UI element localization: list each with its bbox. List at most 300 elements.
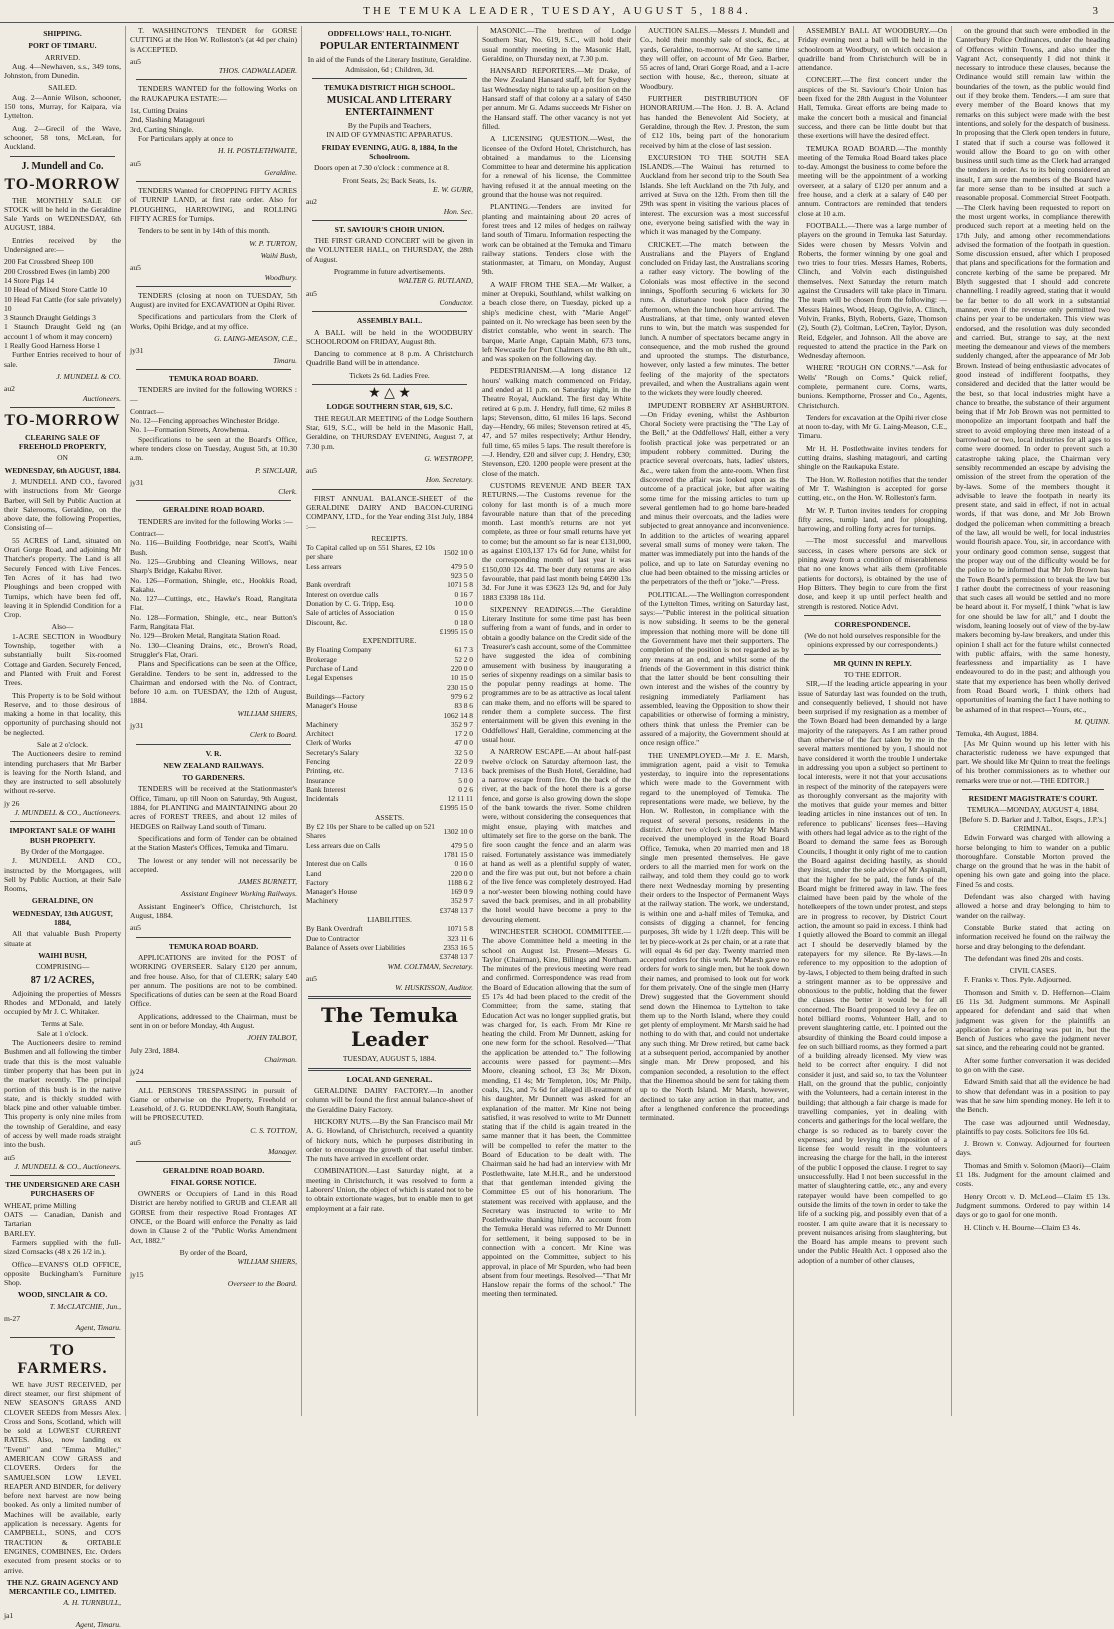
tenders-sent: Tenders to be sent in by 14th of this month. bbox=[138, 226, 270, 236]
newspaper-title: The Temuka Leader bbox=[321, 1003, 458, 1052]
court-body bbox=[956, 833, 1110, 963]
row-amount: 1071 5 8 bbox=[447, 924, 473, 934]
stock-sale-body: THE MONTHLY SALE OF STOCK will be held in the Geraldine Sale Yards on WEDNESDAY, 6th AUGUST, 1884. bbox=[4, 195, 121, 233]
row-label: Less arrears bbox=[306, 561, 342, 571]
row-label bbox=[306, 952, 435, 961]
paragraph: Constable Burke stated that acting on information received he found on the railway the horse and dray belonging to the defendant. bbox=[956, 922, 1110, 951]
shipping-heading: SHIPPING. bbox=[43, 29, 82, 38]
row-amount: £1995 15 0 bbox=[439, 803, 473, 813]
row-label: Land bbox=[306, 868, 322, 878]
table-row bbox=[306, 952, 473, 961]
row-amount: 10 15 0 bbox=[450, 673, 473, 683]
signature: P. SINCLAIR, bbox=[255, 465, 297, 475]
signature-role: Agent, Timaru. bbox=[75, 1620, 121, 1629]
row-label: By Bank Overdraft bbox=[306, 924, 363, 934]
signature: G. WESTROPP, bbox=[424, 453, 473, 463]
signature-role: Assistant Engineer Working Railways. bbox=[180, 889, 297, 899]
row-label: Discount, &c. bbox=[306, 617, 348, 627]
entertainment-sub: In aid of the Funds of the Literary Institute, Geraldine. bbox=[307, 55, 472, 65]
signature-role: Hon. Sec. bbox=[443, 206, 473, 216]
paragraph: EXCURSION TO THE SOUTH SEA ISLANDS.—The Wainui has returned to Auckland from her second trip to the South Sea Islands. She left Auckland on the 7th July, and arrived at Suva on the 12th. From then till the 29th was spent in visiting the various places of interest. The excursion was a most successful one, everyone being satisfied with the way in which it was managed by the Company. bbox=[640, 152, 789, 237]
work-item: No. 127—Cuttings, etc., Hawke's Road, Rangitata Flat. bbox=[130, 594, 297, 613]
paragraph: POLITICAL.—The Wellington correspondent of the Lyttelton Times, writing on Saturday last, says:—"Public interest in the political situation is now subsiding. It seems to be the general impression that nothing more will be done till the Government have met their supporters. The completion of the position is not regarded as by any means at an end, and whilst some of the friends of the Government in this district think that the latter should be bent consulting their own interest and the wishes of the country by resigning immediately Parliament has assembled, leaving the Opposition to show their capabilities or otherwise of forming a ministry, others think that unless the Premier can be assured of a majority, the Government should at once resign office." bbox=[640, 589, 789, 748]
concert-body: THE FIRST GRAND CONCERT will be given in the VOLUNTEER HALL, on THURSDAY, the 28th of August. bbox=[306, 236, 473, 264]
sailed-entry: Aug. 2—Grecil of the Wave, schooner, 58 tons, McLean, for Auckland. bbox=[4, 123, 121, 152]
signature: WALTER G. RUTLAND, bbox=[398, 276, 473, 286]
paragraph: The Hon. W. Rolleston notifies that the tender of Mr T. Washington is accepted for gorse cutting, etc., on the Hon. W. Rolleston's farm. bbox=[798, 474, 947, 503]
row-label: Balance of Assets over Liabilities bbox=[306, 942, 406, 952]
table-row bbox=[306, 803, 473, 812]
table-row bbox=[306, 757, 473, 766]
to-farmers-heading: TO FARMERS. bbox=[17, 1341, 108, 1377]
table-row bbox=[306, 924, 473, 933]
paragraph: Thomson and Smith v. D. Heffernon—Claim £6 11s 3d. Judgment summons. Mr Aspinall appeared for defendant and said that when judgment was given for the plaintiffs an application for a rehearing was put in, but the Bench of Justices who gave the judgment never sat since, and the rehearing could not be granted. bbox=[956, 987, 1110, 1053]
stock-line: 200 Fat Crossbred Sheep 100 bbox=[4, 257, 94, 267]
by-order: By order of the Board, bbox=[179, 1247, 248, 1257]
signature-role: Chairman. bbox=[264, 1054, 297, 1064]
paragraph: Edwin Forward was charged with allowing a horse belonging to him to wander on a public thoroughfare. Constable Morton proved the charge on the ground that he was in the habit of opening his own gate and going into the place. Fined 5s and costs. bbox=[956, 833, 1110, 889]
specifications-text: Specifications and form of Tender can be obtained at the Station Master's Offices, Temuka and Timaru. bbox=[130, 833, 297, 853]
row-amount: 22 0 9 bbox=[454, 757, 473, 766]
lodge-body: THE REGULAR MEETING of the Lodge Southern Star, 619, S.C., will be held in the Masonic Hall, Geraldine, on THURSDAY EVENING, August 7, at 7.30 p.m. bbox=[306, 413, 473, 451]
waihi-description: The Auctioneers desire to remind Bushmen and all following the timber trade that this is the most valuable timber property that has been put in the market recently. The principal portion of this bush is in the native state, and is thickly studded with black pine and other valuable timber. This property is only nine miles from the township of Geraldine, and easy of access by well made roads straight into the bush. bbox=[4, 1038, 121, 1150]
tickets: Tickets 2s 6d. Ladies Free. bbox=[349, 370, 430, 380]
contract-label: Contract— bbox=[130, 529, 164, 539]
column-1 bbox=[0, 26, 125, 1629]
geraldine-text: GERALDINE, ON bbox=[31, 896, 94, 906]
vr-crest: V. R. bbox=[205, 748, 222, 758]
clearing-body: J. MUNDELL AND CO., favored with instructions from Mr George Barber, will Sell by Public Auction at their Salerooms, Geraldine, on the above date, the following Properties, Consisting of— bbox=[4, 476, 121, 533]
row-amount: 352 9 7 bbox=[450, 896, 473, 906]
stock-line: 200 Crossbred Ewes (in lamb) 200 bbox=[4, 266, 110, 276]
row-amount: 352 9 7 bbox=[450, 719, 473, 729]
trespass-notice: ALL PERSONS TRESPASSING in pursuit of Game or otherwise on the Property, Freehold or Leasehold, of J. G. RUDDENKLAW, South Rangitata, will be PROSECUTED. bbox=[130, 1085, 297, 1123]
row-label bbox=[306, 711, 435, 720]
ad-code: jy31 bbox=[130, 346, 144, 356]
signature-role: Manager. bbox=[268, 1147, 297, 1157]
signature-place: Woodbury. bbox=[264, 272, 297, 282]
table-row bbox=[306, 683, 473, 692]
valuable-text: All that valuable Bush Property situate at bbox=[4, 929, 121, 948]
table-row bbox=[306, 822, 473, 841]
paragraph: ASSEMBLY BALL AT WOODBURY.—On Friday evening next a ball will be held in the schoolroom at Woodbury, on which occasion a quadrille band from Christchurch will be in attendance. bbox=[798, 26, 947, 73]
row-label: Due to Contractor bbox=[306, 933, 360, 943]
row-amount: £3748 13 7 bbox=[439, 952, 473, 962]
row-amount: 52 2 0 bbox=[454, 654, 473, 664]
adjoining-text: Adjoining the properties of Messrs Rhodes and M'Donald, and lately occupied by Mr J. C. Whitaker. bbox=[4, 988, 121, 1017]
wheat-line: WHEAT, prime Milling bbox=[4, 1200, 77, 1210]
news-body bbox=[640, 26, 789, 1122]
signature-place: Geraldine. bbox=[264, 167, 297, 177]
paragraph: A NARROW ESCAPE.—At about half-past twelve o'clock on Saturday afternoon last, the back premises of the Bush Hotel, Geraldine, had a narrow escape from fire. On the back of the river, at the back of the hotel there is a gorse fence, and gorse is also growing down the slope of the bank towards the river. Some children were, without considering the consequences that might ensue, playing with matches and ultimately set fire to the gorse on the bank. The fire soon caught the fence and an alarm was raised. Fortunately assistance was immediately at hand as well as a plentiful supply of water, and the fire was put out, but not before a chain of the live fence was completely destroyed. Had a nor'-wester been blowing nothing could have saved the back premises, and in all probability the hotel would have become a prey to the devouring element. bbox=[482, 747, 631, 924]
signature-role: Agent, Timaru. bbox=[75, 1323, 121, 1333]
seat-prices: Front Seats, 2s; Back Seats, 1s. bbox=[342, 175, 437, 185]
paragraph: WHERE "ROUGH ON CORNS."—Ask for Wells' "Rough on Corns." Quick relief, complete, permanent cure. Corns, warts, bunions. Kempthorne, Prosser and Co., Agents, Christchurch. bbox=[798, 363, 947, 410]
geraldine-tenders: TENDERS are invited for the following Works :— bbox=[138, 516, 293, 526]
row-label: Bank overdraft bbox=[306, 580, 351, 590]
paragraph: The case was adjourned until Wednesday, plaintiffs to pay costs. Solicitors fee 10s 6d. bbox=[956, 1117, 1110, 1136]
table-row bbox=[306, 896, 473, 905]
table-row bbox=[306, 776, 473, 785]
row-label: Bank Interest bbox=[306, 784, 346, 794]
waihi-heading: IMPORTANT SALE OF WAIHI BUSH PROPERTY. bbox=[9, 826, 116, 845]
news-body bbox=[482, 26, 631, 1299]
court-heading: RESIDENT MAGISTRATE'S COURT. bbox=[968, 794, 1098, 804]
ad-code: au5 bbox=[4, 1152, 15, 1162]
programme: Programme in future advertisements. bbox=[333, 267, 446, 277]
signature-role: Clerk. bbox=[278, 487, 297, 497]
column-2 bbox=[125, 26, 301, 1416]
works-tenders: TENDERS are invited for the following WORKS :— bbox=[130, 385, 297, 404]
row-amount: 0 15 0 bbox=[454, 608, 473, 618]
ad-code: m-27 bbox=[4, 1314, 21, 1324]
row-amount: 220 0 0 bbox=[450, 664, 473, 674]
masthead-title: THE TEMUKA LEADER, TUESDAY, AUGUST 5, 1884. bbox=[363, 5, 751, 17]
sale-date: WEDNESDAY, 13th AUGUST, 1884, bbox=[12, 908, 113, 928]
lodge-heading: LODGE SOUTHERN STAR, 619, S.C. bbox=[326, 402, 453, 412]
particulars-text: For Particulars apply at once to bbox=[138, 133, 234, 143]
ad-code: au5 bbox=[130, 1137, 141, 1147]
signature-place: Waihi Bush, bbox=[260, 250, 297, 260]
paragraph: HANSARD REPORTERS.—Mr Drake, of the New Zealand Hansard staff, left for Sydney last Wednesday night to take up a position on the Hansard staff of that colony at a salary of £450 per annum. Mr G. Adams succeeds Mr Fisher on the Hansard staff. The other vacancy is not yet filled. bbox=[482, 66, 631, 131]
row-label: Fencing bbox=[306, 757, 330, 766]
comprising: COMPRISING— bbox=[35, 962, 90, 972]
ad-code: ja1 bbox=[4, 1610, 14, 1620]
table-row bbox=[306, 869, 473, 878]
tender-item: 2nd, Slashing Matagouri bbox=[130, 115, 205, 125]
table-row bbox=[306, 645, 473, 654]
stock-line: 1 Staunch Draught Geld ng (an account 1 of whom it may concern) bbox=[4, 322, 121, 341]
paragraph: A WAIF FROM THE SEA.—Mr Walker, a miner at Orepuki, Southland, whilst walking on a beach close there, on Tuesday, picked up a ship's medicine chest, with "Marie Angel" painted on it. No wreckage has been seen by the district constable, who went in search. The barque, Marie Ange, Captain Mabh, 673 tons, left Newcastle for Port Chalmers on the 8th ult., and was spoken on the following day. bbox=[482, 279, 631, 364]
row-label bbox=[306, 627, 435, 636]
geraldine-road-board-heading: GERALDINE ROAD BOARD. bbox=[162, 505, 265, 515]
row-amount: 0 16 7 bbox=[454, 589, 473, 599]
acres-87: 87 1/2 ACRES, bbox=[30, 974, 95, 986]
row-amount: 32 5 0 bbox=[454, 747, 473, 757]
row-amount: 479 5 0 bbox=[450, 561, 473, 571]
row-amount: 12 11 11 bbox=[447, 794, 473, 804]
row-label: Buildings—Factory bbox=[306, 691, 365, 701]
table-row bbox=[306, 748, 473, 757]
sailed-entry: Aug. 2—Annie Wilson, schooner, 150 tons, Murray, for Kaipara, via Lyttelton. bbox=[4, 92, 121, 121]
table-row bbox=[306, 841, 473, 850]
lowest-tender: The lowest or any tender will not necessarily be accepted. bbox=[130, 855, 297, 874]
gardeners-body: TENDERS will be received at the Stationmaster's Office, Timaru, up till Noon on Saturday, 9th August, 1884, for PLANTING and MAINTAINING about 20 acres of FOREST TREES, and about 12 miles of HEDGES on Railway Land south of Timaru. bbox=[130, 784, 297, 831]
paragraph: THE UNEMPLOYED.—Mr J. E. Marsh, immigration agent, paid a visit to Temuka yesterday, to inquire into the representations which were made to the Government with regard to the unemployed of Temuka. The representations were made, we believe, by the Hon. W. Rolleston, in compliance with the request of several persons, residents in the district. After two o'clock yesterday Mr Marsh received the unemployed in the Road Board Office, Temuka, when 20 married men and 18 single men presented themselves. He gave orders to all the married men for work on the railway, and told them they could go to work there next Wednesday morning by presenting their orders to the Inspector of Permanent Ways at the railway station. The work, we understand, is within one and a-half miles of Temuka, and consists of digging a channel, for fencing purposes, 3ft wide by 1 1/2ft deep. This will be let by piece-work at 2s per chain, or at a rate that will equal 4s 6d per day. Twenty married men accepted orders for this work. Mr Marsh gave no orders for work to single men, but he took down their names, and promised to look out for work for them privately. One of the single men (Harry Drew) suggested that the Government should send down the Hinemoa to Lyttelton to take them up to the North Island, where they could get plenty of employment. Mr Marsh said he had nothing to do with that, and could not undertake any such thing. Mr Drew retired, but came back at a subsequent period, accompanied by another single man. Mr Drew proposed, and his companion seconded, a resolution to the effect that the Hinemoa should be sent for taking them up to the North Island. Mr Marsh, however, declined to take any action in that matter, and after a lengthened conference the proceedings terminated. bbox=[640, 750, 789, 1123]
stock-line: 3 Staunch Draught Geldings 3 bbox=[4, 313, 96, 323]
paragraph: AUCTION SALES.—Messrs J. Mundell and Co., hold their monthly sale of stock, &c., at yards, Geraldine, to-morrow. At the same time they will offer, on account of Mr Geo. Barber, 55 acres of land, Orari Gorge Road, and a 1-acre section with house, &c., thereon, situate at Woodbury. bbox=[640, 26, 789, 91]
row-amount: 17 2 0 bbox=[454, 729, 473, 739]
row-label: Manager's House bbox=[306, 887, 358, 897]
signature: JAMES BURNETT, bbox=[238, 877, 297, 887]
by-order: By Order of the Mortgagee. bbox=[20, 846, 105, 856]
port-heading: PORT OF TIMARU. bbox=[28, 41, 97, 51]
paragraph: PLANTING.—Tenders are invited for planting and maintaining about 20 acres of forest trees and 12 miles of hedges on railway land south of Timaru. Information respecting the work can be obtained at the Temuka and Timaru railway stations. Tenders close with the stationmaster, at Timaru, on Monday, August 9th. bbox=[482, 202, 631, 277]
letter-body: SIR,—If the leading article appearing in your issue of Saturday last was founded on the truth, and consequently believed, I should not have been surprised if my resignation as a member of the Town Board had been demanded by a large majority of the ratepayers. As I am rather proud than otherwise of the fact taken by me in the several matters mentioned by you, I should not have considered it worth the trouble I undertake in addressing you upon a subject so pertinent to local interests, were it not that your accusations in respect of the minority of the ratepayers were as thoroughly conversant as the majority with the motives that guide your memes and bitter leading articles in nine instances out of ten. In reference to publicans' licenses fees—Having with others had legal advice as to the right of the Board to demand the same fees as Borough Councils, I thought it only right of me to caution the Board against deciding hastily, as should they insist, under the sole advice of Mr Aspinall, that the higher fee be paid, the funds of the Board might be frittered away in law. The fees claimed have been paid by the whole of the hotelkeepers of the town under protest, and steps are in progress to recover, by District Court action, the amount so paid in excess. I think had I quietly allowed the Board to commit an illegal act I should be deservedly blamed by the ratepayers for my silence. Re By-laws.—In reference to my opposition to the adoption of by-laws, I objected to them being drafted in such a stringent manner as to be oppressive and obnoxious to the public, holding that the fewer the clauses the better it would be for all concerned. The Board proposed to levy a fee on hotel billiard rooms, Volunteer Hall, and to prevent slaughtering cattle, etc. I pointed out the absurdity of thinking the Board could impose a fee on such billiard rooms, as they formed a part of a building already licensed. My view was held to be correct after enquiry. I did not consider it just, and said so, to tax the Volunteer Hall, on the ground that the public, conjointly with the Volunteers, had a certain interest in the building; that although a fair charge is made for travelling companies, yet in dealing with concerts and gatherings for the local welfare, the charge is so reduced as to barely cover the expenses; and by levying the imposition of a license fee would result in the volunteers increasing the charge for the hall, in the interest of the public I opposed the clause. I regret to say unsuccessfully. Had I not been successful in the matter of slaughtering cattle, etc., any and every ratepayer would have been compelled to go outside the limits of the town in order to take the life of a sucking pig, and possibly even that of a rooster. I am quite aware that it is necessary to prevent nuisances arising from slaughtering, but the Board has ample means to prevent such under the Public Health Act. I opposed also the adoption of a number of other clauses, bbox=[798, 679, 947, 1265]
row-amount: 323 11 6 bbox=[447, 933, 473, 943]
overseer-applications: APPLICATIONS are invited for the POST of WORKING OVERSEER. Salary £120 per annum, and free house. Also, for that of CLERK; salary £40 per annum. The positions are not to be combined. Specifications of duties can be seen at the Road Board Office. bbox=[130, 952, 297, 1009]
ad-code: au5 bbox=[306, 288, 317, 298]
tomorrow-heading: TO-MORROW bbox=[4, 175, 121, 193]
paragraph: MASONIC.—The brethren of Lodge Southern Star, No. 619, S.C., will hold their usual monthly meeting in the Masonic Hall, Geraldine, on Thursday next, at 7.30 p.m. bbox=[482, 26, 631, 63]
column-5 bbox=[635, 26, 793, 1416]
liabilities-heading: LIABILITIES. bbox=[367, 915, 412, 925]
paragraph: Mr H. H. Postlethwaite invites tenders for cutting drains, slashing matagouri, and carting shingle on the Raukapuka Estate. bbox=[798, 443, 947, 472]
sailed-heading: SAILED. bbox=[48, 83, 77, 93]
signature-role: Conductor. bbox=[439, 297, 473, 307]
stock-line: 10 Head of Mixed Store Cattle 10 bbox=[4, 285, 107, 295]
auctioneers-desire: The Auctioneers desire to remind intending purchasers that Mr Barber is leaving for the North Island, and they are instructed to sell absolutely without re-serve. bbox=[4, 749, 121, 796]
row-label: Factory bbox=[306, 877, 329, 887]
row-label: Interest on overdue calls bbox=[306, 589, 379, 599]
oats-line: OATS — Canadian, Danish and Tartarian bbox=[4, 1210, 121, 1229]
sale-date: WEDNESDAY, 6th AUGUST, 1884. bbox=[4, 465, 121, 475]
row-amount: 220 0 0 bbox=[450, 868, 473, 878]
gorse-notice-heading: FINAL GORSE NOTICE. bbox=[170, 1177, 257, 1187]
row-label: Machinery bbox=[306, 896, 339, 906]
row-amount: 10 0 0 bbox=[454, 598, 473, 608]
row-amount: 479 5 0 bbox=[450, 840, 473, 850]
cropping-tenders: TENDERS Wanted for CROPPING FIFTY ACRES of TURNIP LAND, at first rate order. Also for PLOUGHING, HARROWING, and ROLLING FIFTY ACRES for Turnips. bbox=[130, 186, 297, 224]
row-amount: 5 0 0 bbox=[458, 775, 473, 785]
sale-time: Sale at 1 o'clock. bbox=[37, 1028, 88, 1038]
paragraph: F. Franks v. Thos. Pyle. Adjourned. bbox=[964, 975, 1072, 985]
table-row bbox=[306, 664, 473, 673]
row-label: Insurance bbox=[306, 775, 335, 785]
row-amount: 83 8 6 bbox=[454, 701, 473, 711]
work-item: No. 1—Formation Streets, Arowhenua. bbox=[130, 425, 250, 435]
local-general-heading: LOCAL AND GENERAL. bbox=[346, 1074, 433, 1084]
table-row bbox=[306, 794, 473, 803]
row-amount: 2353 16 5 bbox=[443, 942, 473, 952]
signature: W. P. TURTON, bbox=[249, 238, 297, 248]
table-row bbox=[306, 738, 473, 747]
table-row bbox=[306, 729, 473, 738]
also-text: Also— bbox=[51, 622, 74, 632]
table-row bbox=[306, 692, 473, 701]
table-row bbox=[306, 701, 473, 710]
paragraph: —The most successful and marvellous success, in cases where persons are sick or pining away from a condition of miserableness that no one knows what ails them (profitable patients for doctors), is obtained by the use of Hop Bitters. They begin to cure from the first dose, and keep it up until perfect health and strength is restored. Notice Advt. bbox=[798, 536, 947, 611]
paragraph: Henry Orcott v. D. McLeod—Claim £5 13s. Judgment summons. Ordered to pay within 14 days or go to gaol for one month. bbox=[956, 1191, 1110, 1220]
washington-notice: T. WASHINGTON'S TENDER for GORSE CUTTING at the Hon W. Rolleston's (at 4d per chain) is ACCEPTED. bbox=[130, 26, 297, 54]
event-date: FRIDAY EVENING, AUG. 8, 1884, In the Schoolroom. bbox=[321, 142, 458, 162]
firm-name: WOOD, SINCLAIR & CO. bbox=[17, 1290, 108, 1300]
table-row bbox=[306, 906, 473, 915]
waihi-body: J. MUNDELL AND CO., instructed by the Mortgagees, will Sell by Public Auction, at their Sale Rooms, bbox=[4, 856, 121, 894]
local-news-body bbox=[306, 1086, 473, 1213]
oddfellows-heading: ODDFELLOWS' HALL, TO-NIGHT. bbox=[327, 29, 452, 38]
row-amount: 1062 14 8 bbox=[443, 710, 473, 720]
on-text: ON bbox=[57, 453, 68, 463]
paragraph: Tenders for excavation at the Opihi river close at noon to-day, with Mr G. Laing-Meason, C.E., Timaru. bbox=[798, 412, 947, 441]
cash-purchasers-heading: THE UNDERSIGNED ARE CASH PURCHASERS OF bbox=[5, 1180, 120, 1199]
table-row bbox=[306, 850, 473, 859]
column-7 bbox=[951, 26, 1114, 1416]
sold-without-reserve: This Property is to be Sold without Reserve, and to those desirous of making a home in that locality, this opportunity of purchasing should not be neglected. bbox=[4, 690, 121, 737]
railways-heading: NEW ZEALAND RAILWAYS. bbox=[163, 760, 264, 770]
signature-role: Clerk to Board. bbox=[249, 730, 297, 740]
table-row bbox=[306, 887, 473, 896]
paragraph: Edward Smith said that all the evidence he had to show that defendant was in a position to pay was that he saw him spending money. He left it to the Bench. bbox=[956, 1077, 1110, 1115]
row-amount: 7 13 6 bbox=[454, 766, 473, 776]
mundell-heading: J. Mundell and Co. bbox=[21, 160, 104, 172]
entertainment-heading: POPULAR ENTERTAINMENT bbox=[319, 41, 460, 53]
table-row bbox=[306, 590, 473, 599]
court-bench: [Before S. D. Barker and J. Talbot, Esqrs., J.P.'s.] bbox=[959, 814, 1107, 824]
work-item: No. 116—Building Footbridge, near Scott's, Waihi Bush. bbox=[130, 538, 297, 557]
signature: A. H. TURNBULL, bbox=[63, 1598, 121, 1608]
paragraph: HICKORY NUTS.—By the San Francisco mail Mr A. G. Howland, of Christchurch, received a quantity of hickory nuts, which he purposes distributing in order to encourage the growth of that useful timber. The nuts have arrived in excellent order. bbox=[306, 1116, 473, 1164]
grain-agency: THE N.Z. GRAIN AGENCY AND MERCANTILE CO., LIMITED. bbox=[6, 1577, 119, 1597]
table-row bbox=[306, 562, 473, 571]
terms-text: Terms at Sale. bbox=[41, 1019, 84, 1029]
paragraph: H. Clinch v. H. Bourne—Claim £3 4s. bbox=[964, 1222, 1081, 1232]
further-entries: Further Entries received to hour of sale. bbox=[4, 350, 121, 369]
row-label: Legal Expenses bbox=[306, 673, 353, 683]
work-item: No. 125—Grubbing and Cleaning Willows, near Sharp's Bridge, Kakahu River. bbox=[130, 556, 297, 576]
assets-table bbox=[306, 822, 473, 915]
receipts-table bbox=[306, 543, 473, 636]
row-amount: 1302 10 0 bbox=[443, 826, 473, 836]
assets-heading: ASSETS. bbox=[375, 812, 404, 822]
barley-line: BARLEY. bbox=[4, 1228, 36, 1238]
row-label: Clerk of Works bbox=[306, 738, 352, 748]
liabilities-table bbox=[306, 924, 473, 961]
ad-code: au5 bbox=[130, 158, 141, 168]
ad-code: jy24 bbox=[130, 1067, 144, 1077]
paragraph: FURTHER DISTRIBUTION OF HONORARIUM.—The Hon. J. B. A. Acland has handed the Benevolent Aid Society, at Geraldine, through the Rev. J. Preston, the sum of £12 10s, being part of the honorarium received by him at the close of last session. bbox=[640, 94, 789, 150]
signature: WM. COLTMAN, Secretary. bbox=[387, 961, 473, 971]
table-row bbox=[306, 673, 473, 682]
expenditure-heading: EXPENDITURE. bbox=[362, 636, 417, 646]
signature: H. H. POSTLETHWAITE, bbox=[218, 146, 297, 156]
letter-heading: MR QUINN IN REPLY. bbox=[833, 658, 912, 668]
correspondence-heading: CORRESPONDENCE. bbox=[834, 619, 911, 629]
signature: J. MUNDELL & CO., Auctioneers. bbox=[14, 808, 121, 818]
column-4 bbox=[477, 26, 635, 1416]
row-label: Manager's House bbox=[306, 701, 358, 711]
gymnastic: IN AID OF GYMNASTIC APPARATUS. bbox=[326, 130, 453, 140]
row-label: Donation by C. G. Tripp, Esq. bbox=[306, 598, 395, 608]
table-row bbox=[306, 627, 473, 636]
expenditure-table bbox=[306, 645, 473, 812]
gorse-body: OWNERS or Occupiers of Land in this Road District are hereby notified to GRUB and CLEAR all GORSE from their respective Road Frontages AT ONCE, or the Board will enforce the Penalty as laid down in Clause 2 of the "Public Works Amendment Act, 1882." bbox=[130, 1189, 297, 1245]
choir-heading: ST. SAVIOUR'S CHOIR UNION. bbox=[334, 224, 445, 234]
work-item: No. 129—Broken Metal, Rangitata Station Road. bbox=[130, 631, 281, 641]
row-amount: 1188 6 2 bbox=[447, 877, 473, 887]
row-amount: 230 15 0 bbox=[447, 682, 473, 692]
temuka-road-board-heading: TEMUKA ROAD BOARD. bbox=[168, 941, 259, 951]
signature: J. MUNDELL & CO. bbox=[56, 371, 121, 381]
row-label: Sale of articles of Association bbox=[306, 608, 395, 618]
news-body bbox=[798, 26, 947, 611]
row-label bbox=[306, 683, 435, 692]
admission: Admission, 6d ; Children, 3d. bbox=[345, 64, 434, 74]
paragraph: Defendant was also charged with having allowed a horse and dray belonging to him to wander on the railway. bbox=[956, 892, 1110, 920]
clearing-heading: CLEARING SALE OF FREEHOLD PROPERTY, bbox=[18, 432, 107, 452]
entries-text: Entries received by the Undersigned are:— bbox=[4, 235, 121, 255]
balance-sheet-heading: FIRST ANNUAL BALANCE-SHEET of the GERALDINE DAIRY AND BACON-CURING COMPANY, LTD., for the Year ending 31st July, 1884 :— bbox=[306, 493, 473, 531]
table-row bbox=[306, 785, 473, 794]
excavation-tenders: TENDERS (closing at noon on TUESDAY, 5th August) are invited for EXCAVATION at Opihi River. bbox=[130, 290, 297, 310]
table-row bbox=[306, 618, 473, 627]
row-amount: 169 0 9 bbox=[450, 887, 473, 897]
signature: WILLIAM SHIERS, bbox=[237, 1257, 297, 1267]
row-label: Interest due on Calls bbox=[306, 859, 367, 869]
assembly-heading: ASSEMBLY BALL. bbox=[356, 316, 423, 326]
criminal-heading: CRIMINAL. bbox=[1013, 823, 1053, 833]
row-amount: £1995 15 0 bbox=[439, 626, 473, 636]
ad-code: jy15 bbox=[130, 1269, 144, 1279]
acres-55: 55 ACRES of Land, situated on Orari Gorge Road, and adjoining Mr Thatcher's property. The Land is all Securely Fenced with Live Fences. Ten Acres of it has had two Ploughings and been cropped with Turnips, which have been fed off, leaving it in Splendid Condition for a Crop. bbox=[4, 535, 121, 620]
acre-section: 1-ACRE SECTION in Woodbury Township, together with a substantially built Six-roomed Cottage and Garden. Securely Fenced, and Planted with Fruit and Forest Trees. bbox=[4, 631, 121, 688]
editor-note: [As Mr Quinn wound up his letter with his characteristic rudeness we have expunged that part. We should like Mr Quinn to treat the feelings of his brother commissioners as to whether our remarks were true or not.—THE EDITOR.] bbox=[956, 738, 1110, 785]
table-row bbox=[306, 934, 473, 943]
row-label bbox=[306, 850, 435, 859]
office-text: Office—EVANS'S OLD OFFICE, opposite Buckingham's Furniture Shop. bbox=[4, 1259, 121, 1288]
paragraph: GERALDINE DAIRY FACTORY.—In another column will be found the first annual balance-sheet of the Geraldine Dairy Factory. bbox=[306, 1086, 473, 1114]
signature: W. HUSKISSON, Auditor. bbox=[395, 983, 473, 993]
engineer-office: Assistant Engineer's Office, Christchurch, 1st August, 1884. bbox=[130, 901, 297, 921]
table-row bbox=[306, 878, 473, 887]
row-label: Less arrears due on Calls bbox=[306, 840, 381, 850]
paragraph: The defendant was fined 20s and costs. bbox=[964, 953, 1084, 963]
paragraph: Mr W. P. Turton invites tenders for cropping fifty acres, turnip land, and for ploughing, harrowing, and rolling forty acres for turnips. bbox=[798, 505, 947, 534]
issue-date: TUESDAY, AUGUST 5, 1884. bbox=[342, 1054, 437, 1064]
stock-line: 10 Head Fat Cattle (for sale privately) 10 bbox=[4, 294, 121, 313]
farmers-supplied: Farmers supplied with the full-sized Cornsacks (48 x 26 1/2 in.). bbox=[4, 1237, 121, 1257]
signature-role: Auctioneers. bbox=[82, 393, 121, 403]
specifications-text: Specifications and particulars from the Clerk of Works, Opihi Bridge, and at my office. bbox=[130, 312, 297, 331]
geraldine-road-board-heading: GERALDINE ROAD BOARD. bbox=[162, 1165, 265, 1175]
signature: THOS. CADWALLADER. bbox=[218, 66, 297, 76]
masthead bbox=[0, 0, 1114, 23]
waihi-bush: WAIHI BUSH, bbox=[38, 950, 87, 960]
row-label: Architect bbox=[306, 729, 334, 739]
ad-code: jy31 bbox=[130, 477, 144, 487]
row-label: Incidentals bbox=[306, 794, 339, 804]
page-number: 3 bbox=[1092, 5, 1098, 17]
arrived-heading: ARRIVED. bbox=[44, 52, 81, 62]
sale-time: Sale at 2 o'clock. bbox=[37, 740, 88, 749]
civil-heading: CIVIL CASES. bbox=[1009, 966, 1057, 976]
column-3 bbox=[301, 26, 477, 1416]
tomorrow-heading: TO-MORROW bbox=[4, 411, 121, 429]
paragraph: TEMUKA ROAD BOARD.—The monthly meeting of the Temuka Road Board takes place to-day. Amongst the business to come before the meeting will be the appointment of a working overseer, at a salary of £120 per annum and a free house, and a clerk at a salary of £40 per annum. Contractors are reminded that tenders close at 10 a.m. bbox=[798, 143, 947, 218]
by-pupils: By the Pupils and Teachers, bbox=[347, 121, 432, 131]
dancing-text: Dancing to commence at 8 p.m. A Christchurch Quadrille Band will be in attendance. bbox=[306, 349, 473, 368]
row-label bbox=[306, 803, 435, 812]
signature: J. MUNDELL & CO., Auctioneers. bbox=[14, 1161, 121, 1171]
row-amount: 47 0 0 bbox=[454, 738, 473, 748]
table-row bbox=[306, 943, 473, 952]
receipts-heading: RECEIPTS. bbox=[371, 533, 408, 543]
high-school-heading: TEMUKA DISTRICT HIGH SCHOOL. bbox=[323, 82, 456, 92]
gardeners-heading: TO GARDENERS. bbox=[182, 773, 245, 783]
masonic-emblem-icon: ★ △ ★ bbox=[368, 386, 411, 402]
work-item: No. 130—Cleaning Drains, etc., Brown's Road, Struggler's Flat, Orari. bbox=[130, 640, 297, 659]
row-amount: £3748 13 7 bbox=[439, 905, 473, 915]
paragraph: Thomas and Smith v. Solomon (Maori)—Claim £1 18s. Judgment for the amount claimed and costs. bbox=[956, 1160, 1110, 1189]
ball-body: A BALL will be held in the WOODBURY SCHOOLROOM on FRIDAY, August 8th. bbox=[306, 327, 473, 346]
ad-code: au5 bbox=[130, 263, 141, 273]
ad-code: au5 bbox=[306, 466, 317, 476]
ad-code: jy31 bbox=[130, 721, 144, 730]
row-label: Secretary's Salary bbox=[306, 747, 359, 757]
paragraph: SIXPENNY READINGS.—The Geraldine Literary Institute for some time past has been suffering from a want of funds, and in order to obtain a goodly balance on the Credit side of the Treasurer's cash account, some of the Committee have suggested the idea of combining amusement with business by inaugurating a series of sixpenny readings on a similar basis to the popular penny readings at home. The programmes are to be as attractive as local talent can make them, and no efforts will be spared to render them a complete success. The first entertainment will be given this evening in the Oddfellows' Hall, Geraldine, commencing at the usual hour. bbox=[482, 604, 631, 744]
court-date: TEMUKA—MONDAY, AUGUST 4, 1884. bbox=[967, 805, 1099, 815]
row-label: By Floating Company bbox=[306, 645, 372, 655]
